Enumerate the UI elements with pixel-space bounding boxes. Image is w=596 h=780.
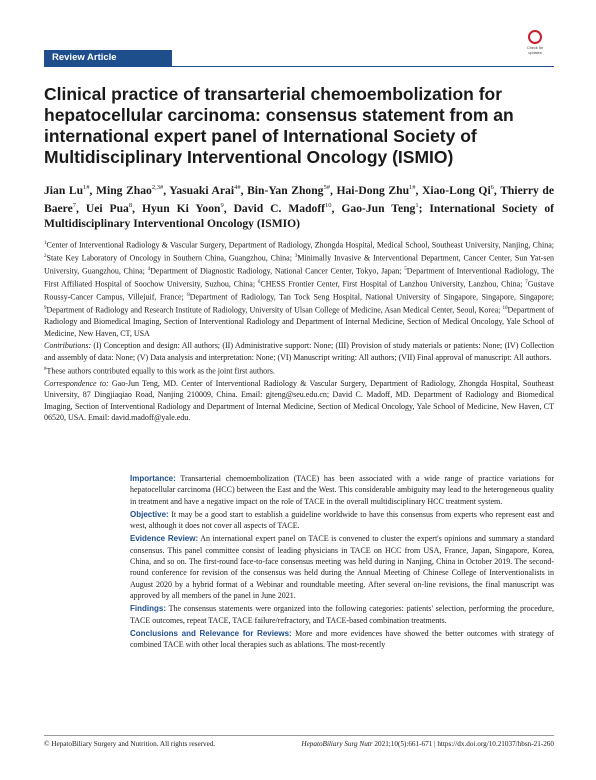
author-affiliation-sup: 1#: [83, 184, 90, 191]
author-affiliation-sup: 10: [325, 201, 332, 209]
equal-note-text: These authors contributed equally to this work as the joint first authors.: [46, 366, 275, 376]
correspondence: [44, 378, 554, 424]
author-affiliation-sup: 1#: [409, 184, 416, 191]
author-name: Jian Lu: [44, 183, 84, 197]
affiliation-text: Department of Diagnostic Radiology, National Cancer Center, Tokyo, Japan;: [150, 266, 405, 276]
check-updates-icon: [528, 30, 542, 44]
affiliation-sup: 2: [44, 254, 47, 260]
abstract-heading: Importance:: [130, 474, 176, 483]
abstract-section: [130, 473, 554, 507]
abstract-section: [130, 509, 554, 532]
author-name: Thierry de Baere: [44, 183, 555, 215]
check-for-updates-badge[interactable]: [520, 30, 550, 60]
author-affiliation-sup: 2,3#: [151, 184, 164, 191]
author-name: Yasuaki Arai: [169, 183, 235, 197]
abstract-text: An international expert panel on TACE is convened to cluster the expert's opinions and summary a standard consensus. This panel committee consist of leading physicians in TACE on HCC from USA, France, Japan, Singapore, Korea, China, and so on. The first-round face-to-face consensus meeting was held during in Nanjing, China in October 2019. The second-round conference for revision of the consensus was held during the Annual Meeting of Chinese College of Interventionalists in August 2020 by a hybrid format of a Webinar and roundtable meeting. After several on-line revisions, the final manuscript was approved by all members of the panel in June 2021.: [130, 534, 554, 600]
abstract-section: [130, 533, 554, 601]
abstract-heading: Evidence Review:: [130, 534, 199, 544]
abstract-heading: Findings:: [130, 604, 166, 614]
author-name: Xiao-Long Qi: [422, 183, 491, 197]
footer-journal: HepatoBiliary Surg Nutr: [301, 740, 373, 748]
affiliation-text: Minimally Invasive & Interventional Department, Cancer Center, Sun Yat-sen University, Guangzhou, China;: [44, 253, 554, 276]
abstract-section: [130, 603, 554, 626]
footer-citation-text: 2021;10(5):661-671 | https://dx.doi.org/10.21037/hbsn-21-260: [372, 740, 554, 748]
article-type-label: Review Article: [44, 50, 172, 66]
affiliation-sup: 6: [257, 280, 261, 286]
article-title: Clinical practice of transarterial chemoembolization for hepatocellular carcinoma: consensus statement from an international expert panel of International Society of Multidisciplinary Interventional Oncology (ISMIO): [44, 84, 514, 167]
affiliation-sup: 7: [525, 280, 528, 286]
contributions-text: (I) Conception and design: All authors; (II) Administrative support: None; (III) Provision of study materials or patients: None; (IV) Collection and assembly of data: None; (V) Data analysis and interpretation: None; (VI) Manuscript writing: All authors; (VII) Final approval of manuscript: All authors.: [44, 341, 554, 362]
abstract-section: [130, 628, 554, 651]
author-name: Ming Zhao: [96, 183, 152, 197]
footer-citation: [301, 740, 554, 748]
affiliations-block: [44, 238, 554, 425]
footer-divider: [44, 735, 554, 736]
header-divider: [44, 66, 554, 67]
equal-note-sup: #: [44, 367, 47, 372]
affiliation-text: State Key Laboratory of Oncology in Southern China, Guangzhou, China;: [46, 253, 295, 263]
author-affiliation-sup: 5#: [323, 184, 330, 191]
affiliation-text: Department of Radiology and Biomedical Imaging, Section of Interventional Radiology and Department of Internal Medicine, Section of Medical Oncology, Yale School of Medicine, New Haven, CT, USA: [44, 305, 554, 338]
author-affiliation-sup: 4#: [234, 184, 241, 191]
affiliation-text: Department of Radiology and Research Institute of Radiology, University of Ulsan College of Medicine, Asan Medical Center, Seoul, Korea;: [46, 305, 503, 315]
abstract-text: Transarterial chemoembolization (TACE) has been associated with a wide range of practice variations for hepatocellular carcinoma (HCC) between the East and the West. This considerable ambiguity may lead to the heterogeneous quality in treatment and have a negative impact on the role of TACE in the overall multidisciplinary HCC treatment system.: [130, 474, 554, 506]
author-affiliation-sup: 7: [72, 201, 77, 209]
abstract-text: More and more evidences have showed the better outcomes with strategy of combined TACE with other local therapies such as ablations. The most-recently: [130, 628, 554, 650]
footer-copyright: © HepatoBiliary Surgery and Nutrition. All rights reserved.: [44, 740, 216, 748]
affiliation-sup: 4: [147, 267, 151, 273]
affiliation-text: CHESS Frontier Center, First Hospital of Lanzhou University, Lanzhou, China;: [260, 279, 526, 289]
author-list: Jian $Lu^{1\#}$, Ming Zhao$^{2,3\#}$, Yasuaki Arai$^{4\#}$, Bin-Yan Zhong$^{5\#}$, Hai-Dong Zhu$^{1\#}$, Xiao-Long Qi$^6$, Thierry de Baere$^7$, Uei Pua$^8$, Hyun Ki Yoon$^9$, David C. Madoff$^{10}$, Gao-Jun Teng$^1$; International Society of Multidisciplinary Interventional Oncology (ISMIO): [44, 183, 555, 230]
affiliation-text: Department of Radiology, Tan Tock Seng Hospital, National University of Singapore, Singapore, Singapore;: [189, 292, 554, 302]
abstract-heading: Objective:: [130, 509, 169, 519]
abstract-text: It may be a good start to establish a guideline worldwide to have this consensus from experts who represent east and west, although it does not cover all aspects of TACE.: [130, 509, 554, 531]
affiliation-text: Department of Interventional Radiology, The First Affiliated Hospital of Soochow University, Suzhou, China;: [44, 266, 554, 289]
affiliation-sup: 8: [187, 293, 190, 299]
author-affiliation-sup: 1: [415, 201, 419, 209]
author-name: Hai-Dong Zhu: [336, 183, 410, 197]
author-name: Hyun Ki Yoon: [141, 201, 221, 215]
affiliation-sup: 3: [294, 254, 298, 260]
abstract: [130, 473, 554, 652]
abstract-text: The consensus statements were organized into the following categories: patients' selection, performing the procedure, TACE outcomes, repeat TACE, TACE failure/refractory, and TACE-based combination treatments.: [130, 604, 554, 625]
author-name: Gao-Jun Teng: [341, 201, 416, 215]
affiliation-sup: 10: [502, 306, 508, 312]
author-affiliation-sup: 6: [490, 184, 494, 191]
correspondence-label: Correspondence to:: [44, 379, 109, 389]
author-name: Uei Pua: [85, 201, 129, 215]
affiliation-text: Gustave Roussy-Cancer Campus, Villejuif, France;: [44, 279, 554, 302]
contributions-label: Contributions:: [44, 341, 92, 351]
contributions: [44, 340, 554, 363]
author-name: Bin-Yan Zhong: [247, 183, 324, 197]
affiliation-sup: 9: [44, 306, 47, 312]
affiliation-list: [44, 238, 554, 339]
equal-contribution-note: [44, 364, 554, 377]
author-affiliation-sup: 8: [128, 201, 133, 209]
affiliation-text: Center of Interventional Radiology & Vascular Surgery, Department of Radiology, Zhongda Hospital, Medical School, Southeast University, Nanjing, China;: [46, 240, 554, 250]
author-affiliation-sup: 9: [220, 201, 224, 209]
author-group: International Society of Multidisciplinary Interventional Oncology (ISMIO): [44, 201, 555, 230]
affiliation-sup: 5: [404, 267, 407, 273]
affiliation-sup: 1: [44, 241, 47, 246]
author-name: David C. Madoff: [233, 201, 326, 215]
abstract-heading: Conclusions and Relevance for Reviews:: [130, 628, 292, 638]
badge-text: Check for updates: [526, 46, 544, 55]
correspondence-text: Gao-Jun Teng, MD. Center of Interventional Radiology & Vascular Surgery, Department of Radiology, Zhongda Hospital, Southeast University, 87 Dingjiaqiao Road, Nanjing 210009, China. Email: gjteng@seu.edu.cn; David C. Madoff, MD. Department of Radiology and Biomedical Imaging, Section of Interventional Radiology and Department of Internal Medicine, Section of Medical Oncology, Yale School of Medicine, New Haven, CT 06520, USA. Email: david.madoff@yale.edu.: [44, 379, 554, 423]
